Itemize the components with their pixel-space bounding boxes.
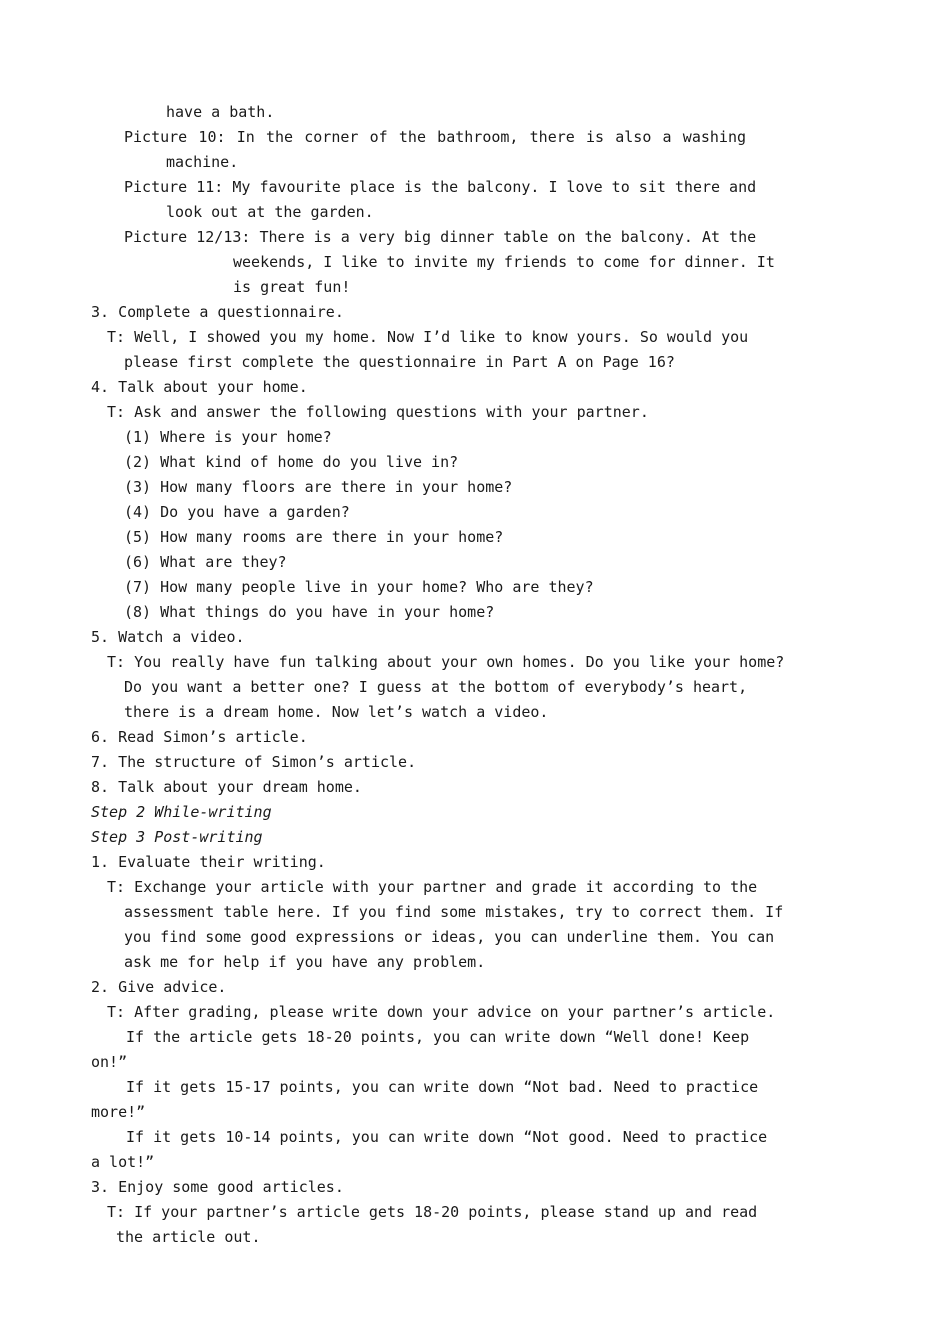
text-line — [0, 175, 950, 200]
text-line — [0, 1000, 950, 1025]
line-text: assessment table here. If you find some mistakes, try to correct them. If — [124, 903, 784, 921]
text-line — [0, 400, 950, 425]
line-text: (8) What things do you have in your home? — [124, 603, 495, 621]
line-text: (6) What are they? — [124, 553, 287, 571]
text-line — [0, 425, 950, 450]
text-line — [0, 825, 950, 850]
line-text: more!” — [91, 1103, 146, 1121]
line-text: 2. Give advice. — [91, 978, 227, 996]
line-text: weekends, I like to invite my friends to come for dinner. It — [233, 253, 775, 271]
text-line — [0, 550, 950, 575]
text-line — [0, 1225, 950, 1250]
line-text: (4) Do you have a garden? — [124, 503, 350, 521]
line-text: a lot!” — [91, 1153, 155, 1171]
line-text: 3. Enjoy some good articles. — [91, 1178, 344, 1196]
line-text: (5) How many rooms are there in your home? — [124, 528, 504, 546]
text-line — [0, 150, 950, 175]
text-line — [0, 1125, 950, 1150]
text-line — [0, 250, 950, 275]
text-line — [0, 750, 950, 775]
step-heading: Step 2 While-writing — [91, 803, 272, 821]
line-text: on!” — [91, 1053, 128, 1071]
line-text: T: Exchange your article with your partner and grade it according to the — [107, 878, 758, 896]
text-line — [0, 275, 950, 300]
text-line — [0, 125, 950, 150]
text-line — [0, 1200, 950, 1225]
text-line — [0, 500, 950, 525]
line-text: (3) How many floors are there in your home? — [124, 478, 513, 496]
text-line — [0, 1025, 950, 1050]
text-line — [0, 575, 950, 600]
text-line — [0, 775, 950, 800]
line-text: If it gets 10-14 points, you can write down “Not good. Need to practice — [126, 1128, 768, 1146]
line-text: 1. Evaluate their writing. — [91, 853, 326, 871]
line-text: T: Ask and answer the following questions with your partner. — [107, 403, 649, 421]
line-text: 7. The structure of Simon’s article. — [91, 753, 417, 771]
text-line — [0, 925, 950, 950]
text-line — [0, 350, 950, 375]
line-text: ask me for help if you have any problem. — [124, 953, 486, 971]
line-text: T: Well, I showed you my home. Now I’d like to know yours. So would you — [107, 328, 749, 346]
text-line — [0, 625, 950, 650]
line-text: If it gets 15-17 points, you can write down “Not bad. Need to practice — [126, 1078, 759, 1096]
line-text: 8. Talk about your dream home. — [91, 778, 362, 796]
text-line — [0, 1175, 950, 1200]
line-text: look out at the garden. — [166, 203, 374, 221]
line-text: please first complete the questionnaire in Part A on Page 16? — [124, 353, 675, 371]
text-line — [0, 975, 950, 1000]
line-text: you find some good expressions or ideas, you can underline them. You can — [124, 928, 775, 946]
step-heading: Step 3 Post-writing — [91, 828, 263, 846]
text-line — [0, 875, 950, 900]
line-text: 6. Read Simon’s article. — [91, 728, 308, 746]
line-text: If the article gets 18-20 points, you can write down “Well done! Keep — [126, 1028, 750, 1046]
line-text: T: After grading, please write down your advice on your partner’s article. — [107, 1003, 776, 1021]
text-line — [0, 100, 950, 125]
line-text: (7) How many people live in your home? Who are they? — [124, 578, 594, 596]
text-line — [0, 950, 950, 975]
text-line — [0, 800, 950, 825]
text-line — [0, 325, 950, 350]
line-text: Picture 10: In the corner of the bathroom, there is also a washing — [124, 128, 746, 146]
text-line — [0, 300, 950, 325]
line-text: T: If your partner’s article gets 18-20 points, please stand up and read — [107, 1203, 758, 1221]
text-line — [0, 600, 950, 625]
line-text: Picture 11: My favourite place is the balcony. I love to sit there and — [124, 178, 757, 196]
line-text: there is a dream home. Now let’s watch a video. — [124, 703, 549, 721]
line-text: machine. — [166, 153, 239, 171]
line-text: (2) What kind of home do you live in? — [124, 453, 459, 471]
text-line — [0, 475, 950, 500]
text-line — [0, 850, 950, 875]
text-line — [0, 375, 950, 400]
line-text: 5. Watch a video. — [91, 628, 245, 646]
line-text: have a bath. — [166, 103, 275, 121]
text-line — [0, 1075, 950, 1100]
line-text: T: You really have fun talking about your own homes. Do you like your home? — [107, 653, 785, 671]
text-line — [0, 525, 950, 550]
text-line — [0, 725, 950, 750]
line-text: Picture 12/13: There is a very big dinner table on the balcony. At the — [124, 228, 757, 246]
text-line — [0, 200, 950, 225]
line-text: 3. Complete a questionnaire. — [91, 303, 344, 321]
text-line — [0, 900, 950, 925]
line-text: (1) Where is your home? — [124, 428, 332, 446]
text-line — [0, 225, 950, 250]
text-line — [0, 700, 950, 725]
text-line — [0, 1050, 950, 1075]
text-line — [0, 1150, 950, 1175]
text-line — [0, 450, 950, 475]
text-line — [0, 675, 950, 700]
line-text: 4. Talk about your home. — [91, 378, 308, 396]
text-line — [0, 1100, 950, 1125]
line-text: is great fun! — [233, 278, 351, 296]
text-line — [0, 650, 950, 675]
line-text: the article out. — [116, 1228, 261, 1246]
line-text: Do you want a better one? I guess at the bottom of everybody’s heart, — [124, 678, 748, 696]
